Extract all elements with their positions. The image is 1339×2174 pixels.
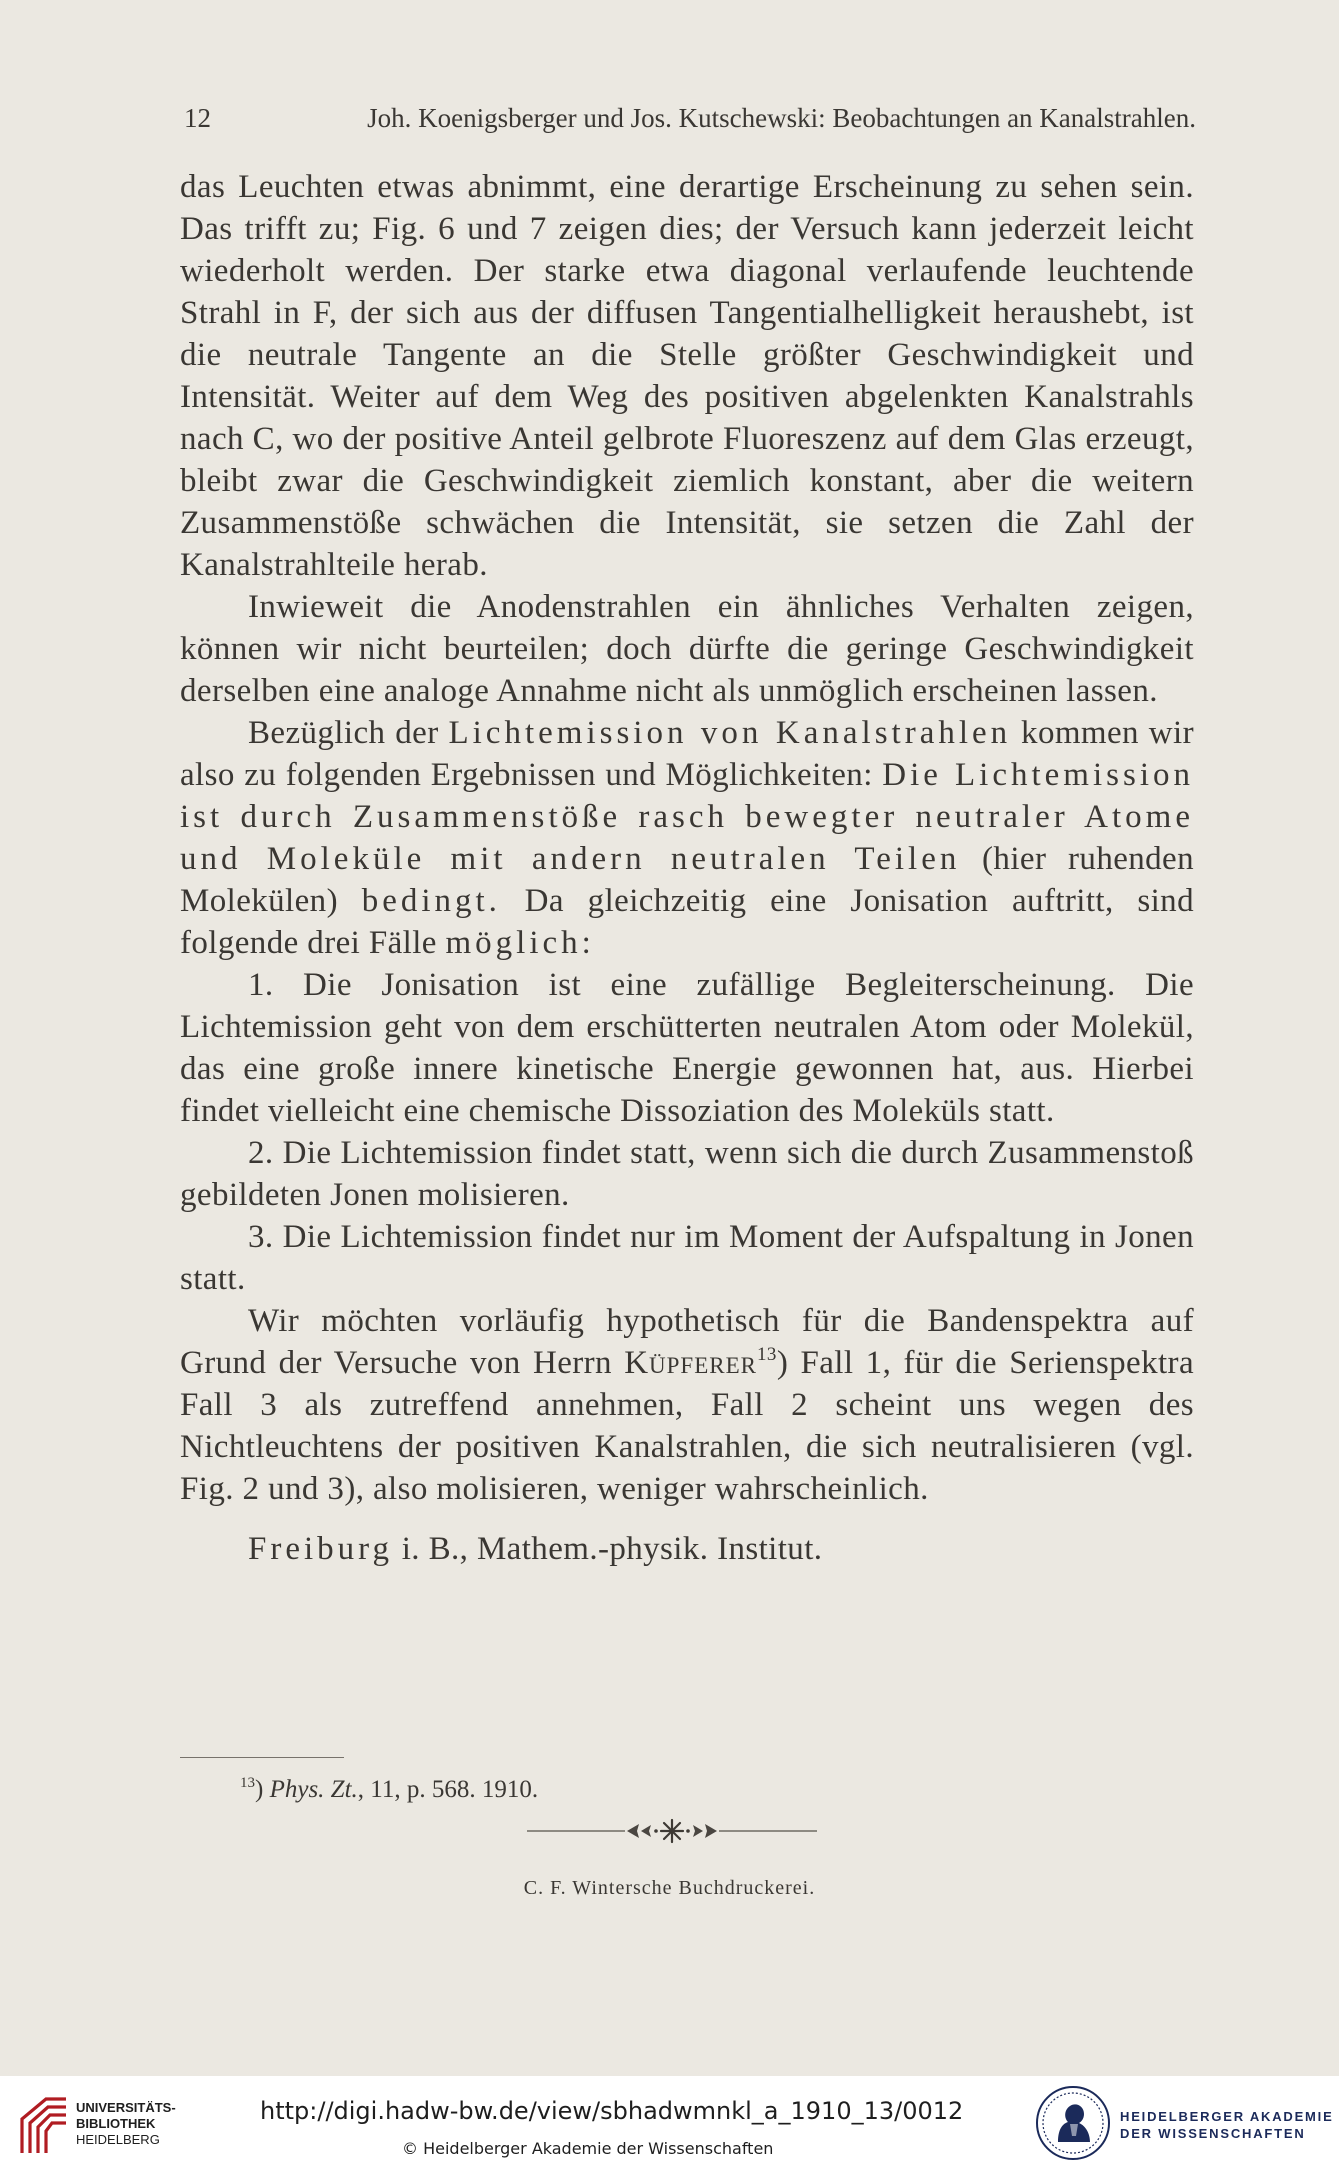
library-line: BIBLIOTHEK xyxy=(76,2116,156,2131)
footnote-journal: Phys. Zt. xyxy=(269,1776,358,1803)
paragraph-continuation: das Leuchten etwas abnimmt, eine derartige Erscheinung zu sehen sein. Das trifft zu; Fig. 6 und 7 zeigen dies; der Versuch kann jederzeit leicht wiederholt werden. Der starke etwa diagonal verlaufende leuchtende Strahl in F, der sich aus der diffusen Tangentialhelligkeit heraushebt, ist die neutrale Tangente an die Stelle größter Geschwindigkeit und Intensität. Weiter auf dem Weg des positiven abgelenkten Kanalstrahls nach C, wo der positive Anteil gelbrote Fluoreszenz auf dem Glas erzeugt, bleibt zwar die Geschwindigkeit ziemlich konstant, aber die weitern Zusammenstöße schwächen die Intensität, sie setzen die Zahl der Kanalstrahlteile herab. xyxy=(180,169,1194,583)
academy-line: DER WISSENSCHAFTEN xyxy=(1120,2126,1306,2141)
footnote xyxy=(240,1774,538,1806)
text-run: ) Fall 1, für die Serienspektra Fall 3 als zutreffend annehmen, Fall 2 scheint uns wegen des Nichtleuchtens der positiven Kanalstrahlen, die sich neutralisieren (vgl. Fig. 2 und 3), also molisieren, weniger wahrscheinlich. xyxy=(180,1345,1194,1507)
emphasis-lichtemission: Lichtemission von Kanalstrahlen xyxy=(448,715,1012,751)
university-library-logo-icon[interactable] xyxy=(16,2089,70,2157)
paragraph-lichtemission xyxy=(180,712,1194,964)
footnote-reference[interactable]: 13 xyxy=(757,1344,777,1365)
footnote-citation: , 11, p. 568. 1910. xyxy=(357,1776,539,1803)
academy-line: HEIDELBERGER AKADEMIE xyxy=(1120,2109,1334,2124)
paragraph-conclusion xyxy=(180,1300,1194,1510)
list-item-2: 2. Die Lichtemission findet statt, wenn sich die durch Zusammenstoß gebildeten Jonen molisieren. xyxy=(180,1135,1194,1213)
paragraph-anodenstrahlen: Inwieweit die Anodenstrahlen ein ähnliches Verhalten zeigen, können wir nicht beurteilen; doch dürfte die geringe Geschwindigkeit derselben eine analoge Annahme nicht als unmöglich erscheinen lassen. xyxy=(180,589,1194,709)
emphasis-moeglich: möglich xyxy=(445,925,582,961)
text-run: : xyxy=(581,925,592,961)
text-run: Da gleichzeitig eine Jonisation auftritt, sind folgende drei Fälle xyxy=(180,883,1194,961)
academy-seal-icon[interactable] xyxy=(1034,2084,1112,2162)
text-run: Wir möchten vorläufig hypothetisch für die Bandenspektra auf Grund der Versuche von Herrn xyxy=(180,1303,1194,1381)
library-line: HEIDELBERG xyxy=(76,2132,160,2147)
academy-name xyxy=(1120,2108,1334,2142)
emphasis-bedingt: bedingt. xyxy=(361,883,501,919)
ornament-divider-icon xyxy=(527,1816,817,1846)
emphasis-result: Die Lichtemission ist durch Zusammenstöße rasch bewegter neutraler Atome und Moleküle mit andern neutralen Teilen xyxy=(180,757,1194,877)
signature-institute: i. B., Mathem.-physik. Institut. xyxy=(393,1531,823,1567)
footnote-rule xyxy=(180,1757,344,1758)
signature-line xyxy=(180,1528,1194,1570)
text-run: Bezüglich der xyxy=(248,715,449,751)
list-item-1: 1. Die Jonisation ist eine zufällige Begleiterscheinung. Die Lichtemission geht von dem erschütterten neutralen Atom oder Molekül, das eine große innere kinetische Energie gewonnen hat, aus. Hierbei findet vielleicht eine chemische Dissoziation des Moleküls statt. xyxy=(180,967,1194,1129)
footnote-number: 13 xyxy=(240,1775,255,1791)
running-title: Joh. Koenigsberger und Jos. Kutschewski: Beobachtungen an Kanalstrahlen. xyxy=(367,103,1196,133)
library-line: UNIVERSITÄTS- xyxy=(76,2100,176,2115)
printer-imprint: C. F. Wintersche Buchdruckerei. xyxy=(523,1877,816,1899)
text-run: kommen wir also zu folgenden Ergebnissen und Möglichkeiten: xyxy=(180,715,1194,793)
signature-city: Freiburg xyxy=(248,1531,394,1567)
page-number: 12 xyxy=(184,103,211,133)
text-run: (hier ruhenden Molekülen) xyxy=(180,841,1195,919)
copyright-notice: © Heidelberger Akademie der Wissenschaften xyxy=(402,2139,774,2158)
author-name: Küpferer xyxy=(624,1345,757,1381)
university-library-name xyxy=(76,2100,176,2148)
footnote-paren: ) xyxy=(255,1776,270,1803)
list-item-3: 3. Die Lichtemission findet nur im Moment der Aufspaltung in Jonen statt. xyxy=(180,1219,1194,1297)
body-text xyxy=(180,166,1194,1570)
running-head xyxy=(184,100,1196,136)
document-url-link[interactable]: http://digi.hadw-bw.de/view/sbhadwmnkl_a_1910_13/0012 xyxy=(260,2097,964,2125)
